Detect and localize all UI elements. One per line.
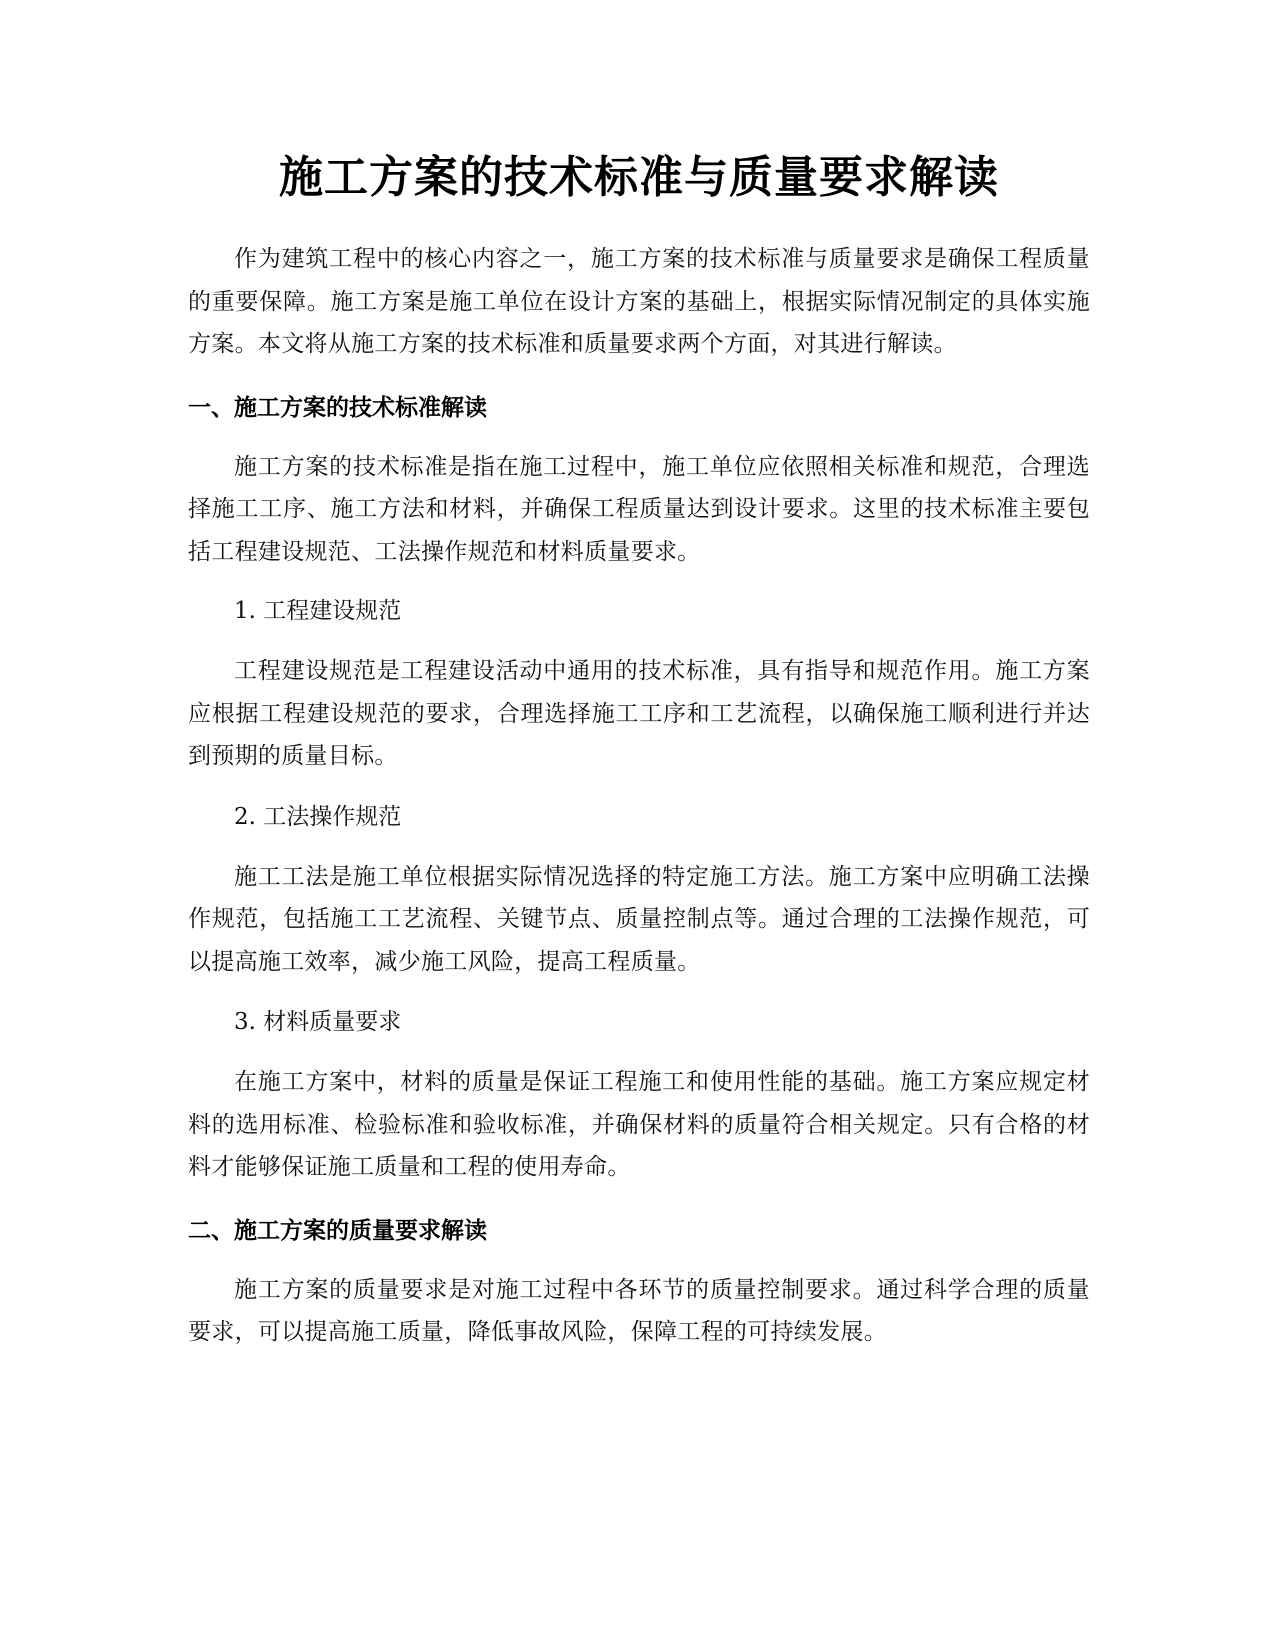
section-2-paragraph: 施工方案的质量要求是对施工过程中各环节的质量控制要求。通过科学合理的质量要求，可以提高施工质量，降低事故风险，保障工程的可持续发展。 [188, 1276, 1090, 1345]
document-title: 施工方案的技术标准与质量要求解读 [279, 152, 999, 203]
item-3-paragraph: 在施工方案中，材料的质量是保证工程施工和使用性能的基础。施工方案应规定材料的选用标准、检验标准和验收标准，并确保材料的质量符合相关规定。只有合格的材料才能够保证施工质量和工程的使用寿命。 [188, 1069, 1090, 1180]
item-1-paragraph: 工程建设规范是工程建设活动中通用的技术标准，具有指导和规范作用。施工方案应根据工程建设规范的要求，合理选择施工工序和工艺流程，以确保施工顺利进行并达到预期的质量目标。 [188, 658, 1090, 769]
intro-paragraph: 作为建筑工程中的核心内容之一，施工方案的技术标准与质量要求是确保工程质量的重要保障。施工方案是施工单位在设计方案的基础上，根据实际情况制定的具体实施方案。本文将从施工方案的技术标准和质量要求两个方面，对其进行解读。 [188, 246, 1090, 357]
item-2-paragraph: 施工工法是施工单位根据实际情况选择的特定施工方法。施工方案中应明确工法操作规范，包括施工工艺流程、关键节点、质量控制点等。通过合理的工法操作规范，可以提高施工效率，减少施工风险，提高工程质量。 [188, 863, 1090, 975]
item-2-title: 2. 工法操作规范 [234, 803, 402, 830]
section-1-paragraph: 施工方案的技术标准是指在施工过程中，施工单位应依照相关标准和规范，合理选择施工工序、施工方法和材料，并确保工程质量达到设计要求。这里的技术标准主要包括工程建设规范、工法操作规范和材料质量要求。 [188, 453, 1090, 565]
item-3-title: 3. 材料质量要求 [234, 1009, 402, 1035]
document-body [188, 146, 1090, 1354]
section-1-heading: 一、施工方案的技术标准解读 [188, 394, 487, 421]
item-1-title: 1. 工程建设规范 [234, 598, 402, 624]
section-2-heading: 二、施工方案的质量要求解读 [188, 1217, 487, 1244]
